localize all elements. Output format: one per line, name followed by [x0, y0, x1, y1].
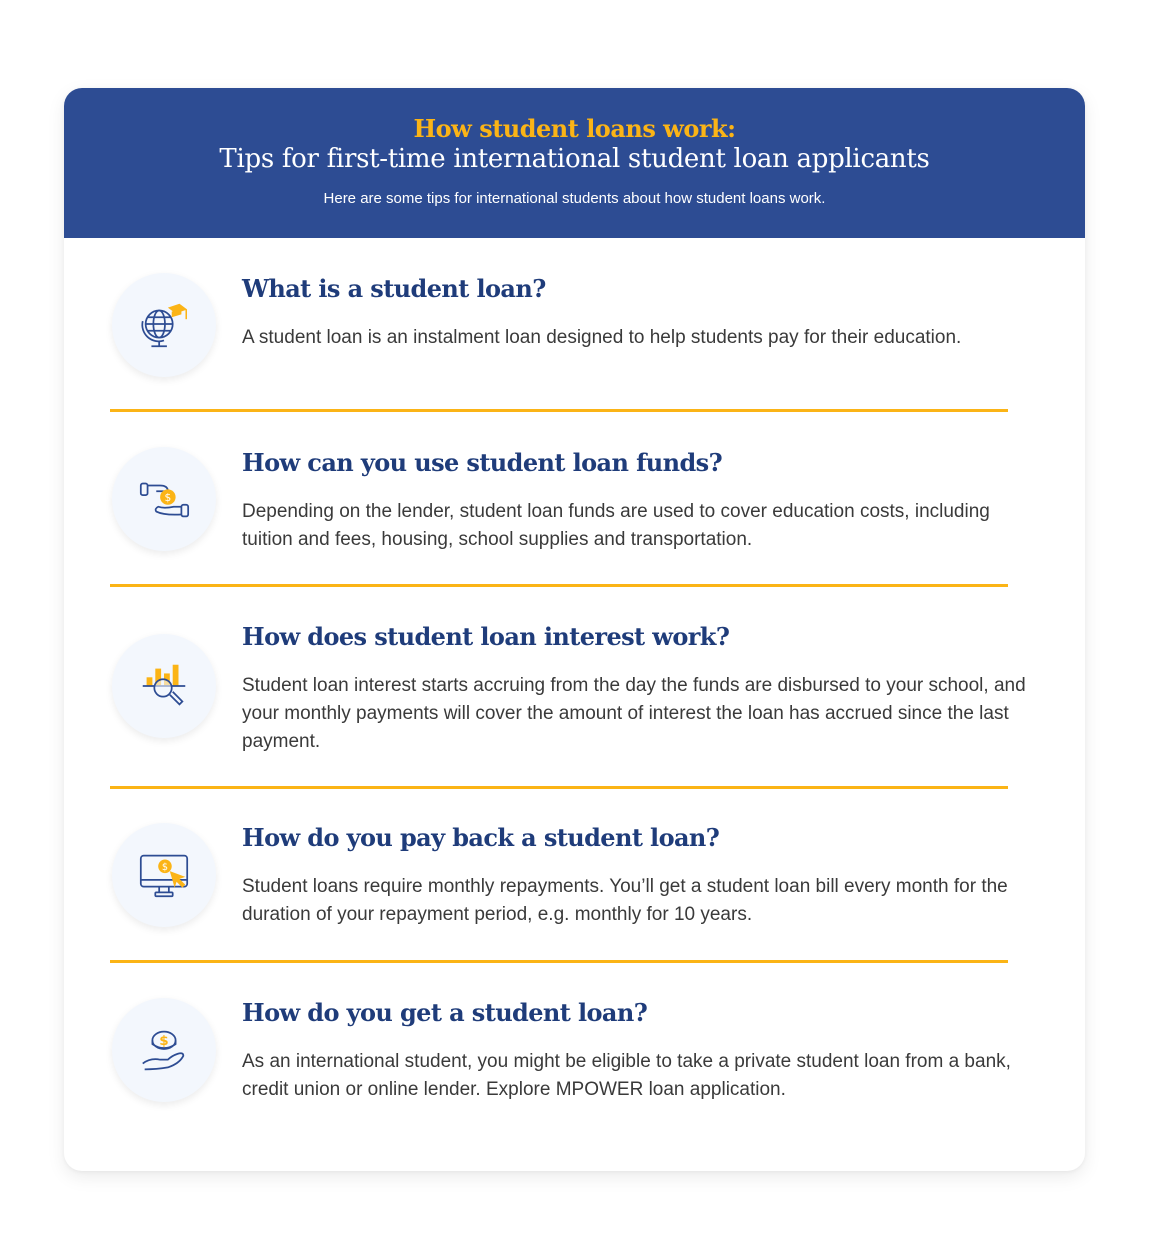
- header-title: How student loans work:: [413, 114, 736, 143]
- header-subtitle: Tips for first-time international student loan applicants: [219, 144, 930, 174]
- tip-body: A student loan is an instalment loan designed to help students pay for their education.: [242, 327, 962, 348]
- svg-text:$: $: [161, 862, 169, 874]
- tip-body: Student loans require monthly repayments. You’ll get a student loan bill every month for the duration of your repayment period, e.g. monthly for 10 years.: [242, 876, 1008, 925]
- icon-badge: [112, 634, 216, 738]
- section-divider: [110, 409, 1008, 412]
- section-divider: [110, 960, 1008, 963]
- infographic-card: [64, 88, 1085, 1171]
- header-banner: [64, 88, 1085, 238]
- tip-title: How does student loan interest work?: [242, 622, 730, 651]
- svg-text:$: $: [164, 490, 172, 504]
- header-description: Here are some tips for international students about how student loans work.: [323, 190, 826, 207]
- tip-title: How do you get a student loan?: [242, 998, 648, 1027]
- tip-body: Student loan interest starts accruing from the day the funds are disbursed to your school, and your monthly payments will cover the amount of interest the loan has accrued since the last payment.: [242, 675, 1026, 752]
- tip-body: As an international student, you might be eligible to take a private student loan from a bank, credit union or online lender. Explore MPOWER loan application.: [242, 1051, 1011, 1100]
- tip-title: How do you pay back a student loan?: [242, 823, 720, 852]
- chart-magnifier-icon: [135, 657, 193, 715]
- tip-body: Depending on the lender, student loan funds are used to cover education costs, including tuition and fees, housing, school supplies and transportation.: [242, 501, 990, 550]
- icon-badge: [112, 823, 216, 927]
- section-divider: [110, 584, 1008, 587]
- icon-badge: [112, 447, 216, 551]
- monitor-payment-icon: [135, 846, 193, 904]
- icon-badge: [112, 273, 216, 377]
- globe-graduation-cap-icon: [135, 296, 193, 354]
- tip-title: How can you use student loan funds?: [242, 448, 723, 477]
- section-divider: [110, 786, 1008, 789]
- hands-coin-icon: [135, 470, 193, 528]
- hand-coin-icon: [135, 1021, 193, 1079]
- svg-text:$: $: [159, 1033, 169, 1050]
- icon-badge: [112, 998, 216, 1102]
- tip-title: What is a student loan?: [242, 274, 546, 303]
